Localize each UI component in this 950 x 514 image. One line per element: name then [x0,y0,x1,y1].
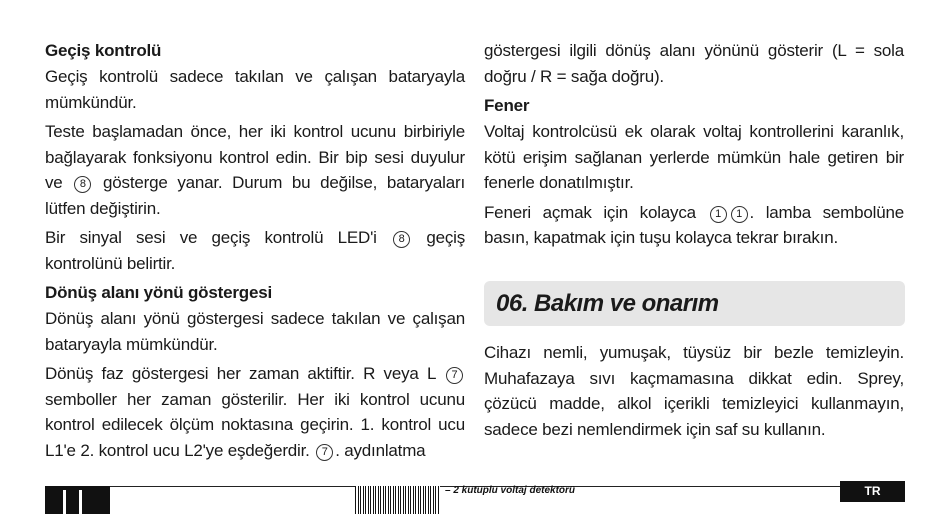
paragraph: Feneri açmak için kolayca 1 1 . lamba sembolüne basın, kapatmak için tuşu kolayca tekrar bırakın. [484,202,904,247]
paragraph: göstergesi ilgili dönüş alanı yönünü gösterir (L = sola doğru / R = sağa doğru). [484,41,904,86]
footer-mark [79,490,82,514]
paragraph: Geçiş kontrolü sadece takılan ve çalışan bataryayla mümkündür. [45,67,465,112]
paragraph: Bir sinyal sesi ve geçiş kontrolü LED'i 8 geçiş kontrolünü belirtir. [45,228,465,273]
ref-badge: 8 [74,176,91,193]
paragraph: Cihazı nemli, yumuşak, tüysüz bir bezle temizleyin. Muhafazaya sıvı kaçmamasına dikkat edin. Sprey, çözücü madde, alkol içerikli temizleyici kullanmayın, sadece bezi nemlendirmek için saf su kullanın. [484,343,904,439]
ref-badge: 7 [316,444,333,461]
maintenance-text [484,340,904,446]
language-tag: TR [840,481,905,502]
barcode-graphic [355,486,440,514]
paragraph: Dönüş alanı yönü göstergesi sadece takılan ve çalışan bataryayla mümkündür. [45,309,465,354]
ref-badge: 1 [731,206,748,223]
paragraph: Teste başlamadan önce, her iki kontrol ucunu birbiriyle bağlayarak fonksiyonu kontrol edin. Bir bip sesi duyulur ve 8 gösterge yanar. Durum bu değilse, bataryaları lütfen değiştirin. [45,122,465,218]
left-column [45,38,465,467]
ref-badge: 7 [446,367,463,384]
ref-badge: 8 [393,231,410,248]
footer-doc-title: – 2 kutuplu voltaj detektörü [445,485,576,496]
heading-torch: Fener [484,96,530,115]
heading-continuity: Geçiş kontrolü [45,41,162,60]
footer-mark [63,490,66,514]
right-column [484,38,904,255]
section-header-box [484,281,905,326]
paragraph: Dönüş faz göstergesi her zaman aktiftir. R veya L 7 semboller her zaman gösterilir. Her iki kontrol ucunu kontrol edilecek ölçüm noktasına geçirin. 1. kontrol ucu L1'e 2. kontrol ucu L2'ye eşdeğerdir. 7 . aydınlatma [45,364,465,460]
section-title: 06. Bakım ve onarım [496,290,719,317]
heading-rotation: Dönüş alanı yönü göstergesi [45,283,272,302]
paragraph: Voltaj kontrolcüsü ek olarak voltaj kontrollerini karanlık, kötü erişim sağlanan yerlerde mümkün hale getiren bir fenerle donatılmıştır. [484,122,904,192]
ref-badge: 1 [710,206,727,223]
footer-logo-block [45,486,110,514]
